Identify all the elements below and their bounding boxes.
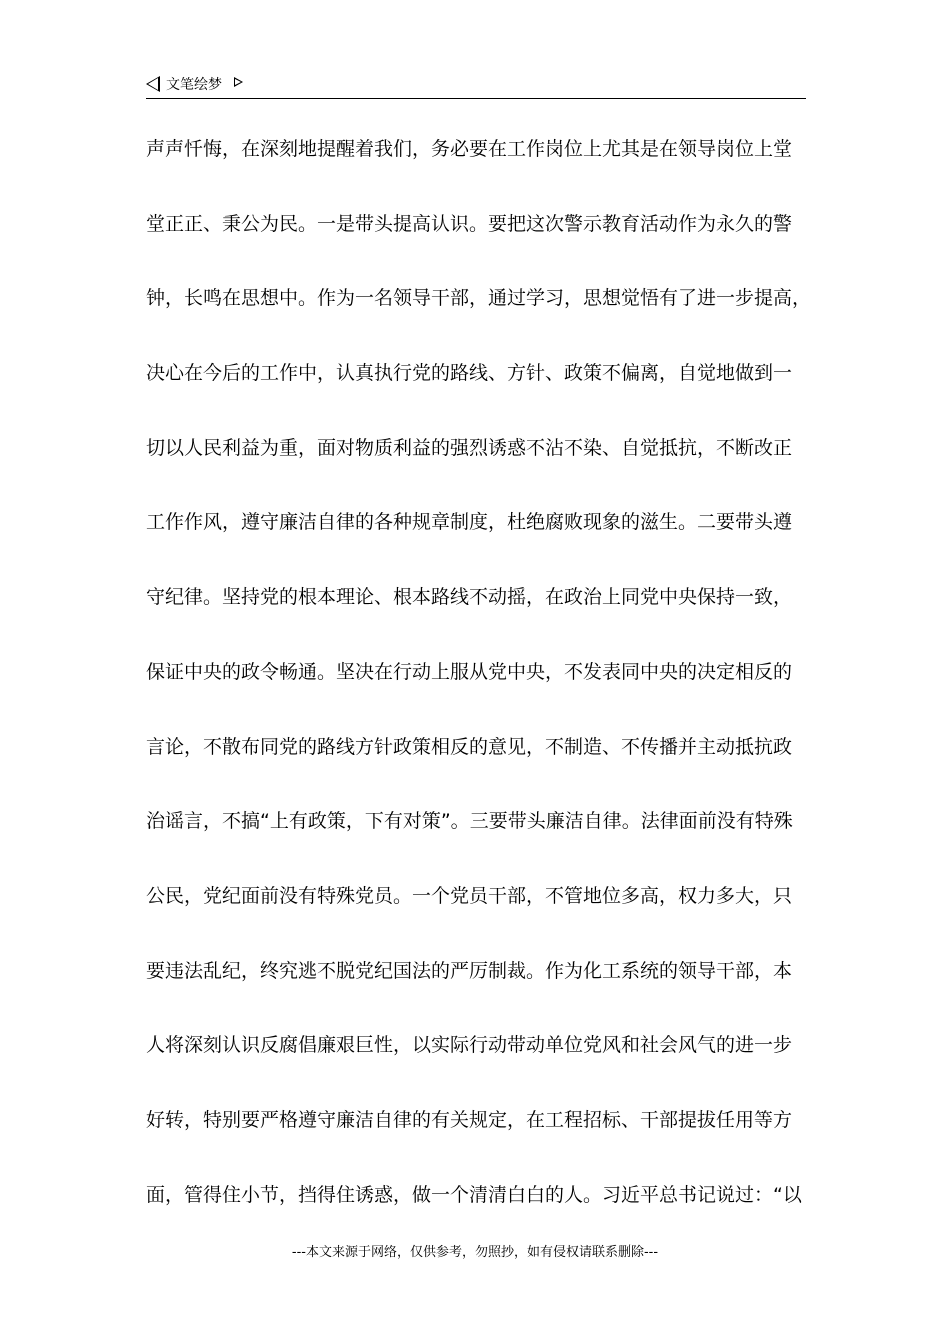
right-triangle-icon — [234, 77, 243, 87]
text-line: 公民，党纪面前没有特殊党员。一个党员干部，不管地位多高，权力多大，只 — [146, 884, 793, 907]
text-line: 钟，长鸣在思想中。作为一名领导干部，通过学习，思想觉悟有了进一步提高， — [146, 287, 812, 310]
header-title: 文笔绘梦 — [166, 77, 222, 93]
left-triangle-icon — [146, 76, 160, 92]
body-text — [146, 130, 826, 1250]
page-header — [146, 74, 806, 99]
text-line: 面，管得住小节，挡得住诱惑，做一个清清白白的人。习近平总书记说过：“以 — [146, 1183, 802, 1206]
text-line: 守纪律。坚持党的根本理论、根本路线不动摇，在政治上同党中央保持一致， — [146, 586, 793, 609]
text-line: 人将深刻认识反腐倡廉艰巨性，以实际行动带动单位党风和社会风气的进一步 — [146, 1034, 793, 1057]
text-line: 好转，特别要严格遵守廉洁自律的有关规定，在工程招标、干部提拔任用等方 — [146, 1108, 793, 1131]
text-line: 保证中央的政令畅通。坚决在行动上服从党中央，不发表同中央的决定相反的 — [146, 660, 793, 683]
text-line: 言论，不散布同党的路线方针政策相反的意见，不制造、不传播并主动抵抗政 — [146, 735, 793, 758]
text-line: 治谣言，不搞“上有政策，下有对策”。三要带头廉洁自律。法律面前没有特殊 — [146, 810, 793, 833]
text-line: 声声忏悔，在深刻地提醒着我们，务必要在工作岗位上尤其是在领导岗位上堂 — [146, 138, 793, 160]
text-line: 要违法乱纪，终究逃不脱党纪国法的严厉制裁。作为化工系统的领导干部，本 — [146, 959, 793, 982]
text-line: 工作作风，遵守廉洁自律的各种规章制度，杜绝腐败现象的滋生。二要带头遵 — [146, 511, 793, 534]
footer-notice: ---本文来源于网络，仅供参考，勿照抄，如有侵权请联系删除--- — [291, 1245, 659, 1260]
text-line: 切以人民利益为重，面对物质利益的强烈诱惑不沾不染、自觉抵抗，不断改正 — [146, 436, 793, 459]
text-line: 决心在今后的工作中，认真执行党的路线、方针、政策不偏离，自觉地做到一 — [146, 362, 793, 385]
text-line: 堂正正、秉公为民。一是带头提高认识。要把这次警示教育活动作为永久的警 — [146, 212, 793, 235]
